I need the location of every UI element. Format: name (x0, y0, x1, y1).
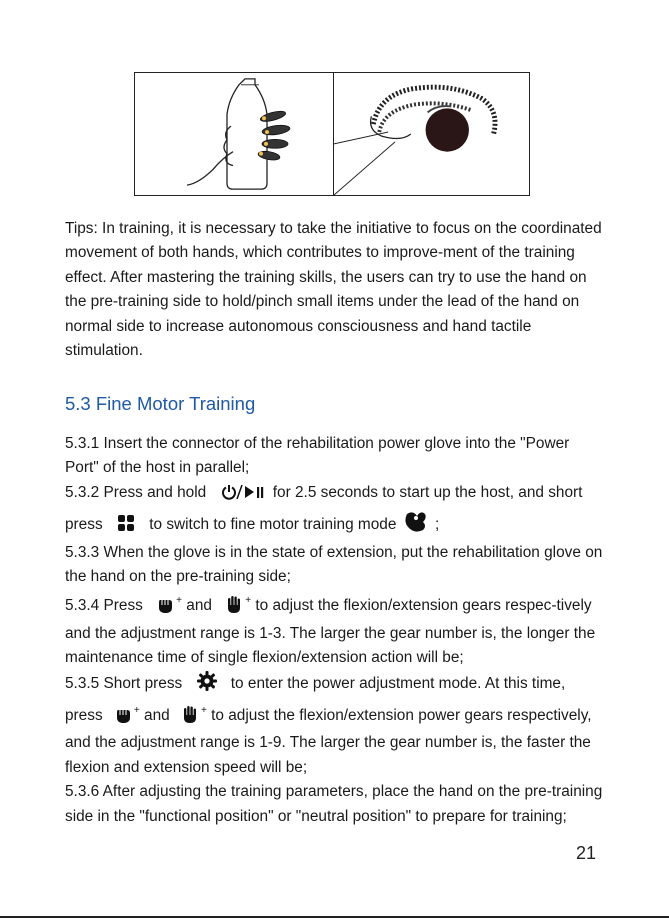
instruction-figure (134, 72, 530, 196)
plus-sign: + (176, 595, 182, 607)
step-5-3-4-text-b: to adjust the flexion/extension gears respec-tively and the adjustment range is 1-3. The larger the gear number is, the longer the maintenance time of single flexion/extension action will be; (65, 597, 596, 667)
pinch-hand-icon (403, 508, 429, 540)
step-5-3-2 (65, 481, 605, 541)
section-title: 5.3 Fine Motor Training (65, 393, 256, 414)
step-5-3-5-text-b: to enter the power adjustment mode. At this time, press (65, 674, 566, 725)
step-5-3-5 (65, 671, 605, 781)
tips-paragraph: Tips: In training, it is necessary to take the initiative to focus on the coordinated movement of both hands, which contributes to improve-ment of the training effect. After mastering the training skills, the users can try to use the hand on the pre-training side to hold/pinch small items under the lead of the hand on normal side to increase autonomous consciousness and hand tactile stimulation. (65, 220, 602, 360)
step-5-3-2-text-b: for 2.5 seconds to start up the host, and short press (65, 483, 583, 534)
step-5-3-5-text-c: to adjust the flexion/extension power gears respectively, and the adjustment range is 1-9. The larger the gear number is, the faster the flexion and extension speed will be; (65, 707, 592, 776)
fist-plus-icon (115, 705, 131, 731)
hand-holding-bottle-illustration (135, 73, 334, 195)
power-play-pause-icon (220, 484, 266, 508)
four-dots-mode-icon (117, 514, 135, 540)
step-5-3-4-text-a: 5.3.4 Press (65, 597, 143, 615)
plus-sign: + (201, 705, 207, 717)
bottom-divider (0, 916, 669, 918)
step-5-3-5-and: and (144, 707, 170, 725)
open-hand-plus-icon (226, 595, 242, 621)
step-5-3-5-text-a: 5.3.5 Short press (65, 674, 183, 692)
step-5-3-4-and: and (186, 597, 212, 615)
step-5-3-2-text-d: ; (435, 516, 440, 534)
glove-actuator-closeup-illustration (334, 73, 529, 195)
plus-sign: + (133, 705, 140, 717)
step-5-3-6: 5.3.6 After adjusting the training parameters, place the hand on the pre-training side in the "functional position" or "neutral position" to prepare for training; (65, 783, 603, 825)
step-5-3-3: 5.3.3 When the glove is in the state of extension, put the rehabilitation glove on the hand on the pre-training side; (65, 543, 603, 586)
step-5-3-4 (65, 589, 605, 670)
plus-sign: + (245, 595, 252, 607)
fist-plus-icon (157, 595, 173, 621)
steps-list (65, 432, 605, 829)
page-number: 21 (575, 843, 596, 863)
step-5-3-1: 5.3.1 Insert the connector of the rehabilitation power glove into the "Power Port" of the host in parallel; (65, 435, 570, 477)
gear-icon (197, 671, 217, 699)
step-5-3-2-text-c: to switch to fine motor training mode (149, 516, 397, 534)
step-5-3-2-text-a: 5.3.2 Press and hold (65, 483, 207, 501)
open-hand-plus-icon (182, 705, 198, 731)
